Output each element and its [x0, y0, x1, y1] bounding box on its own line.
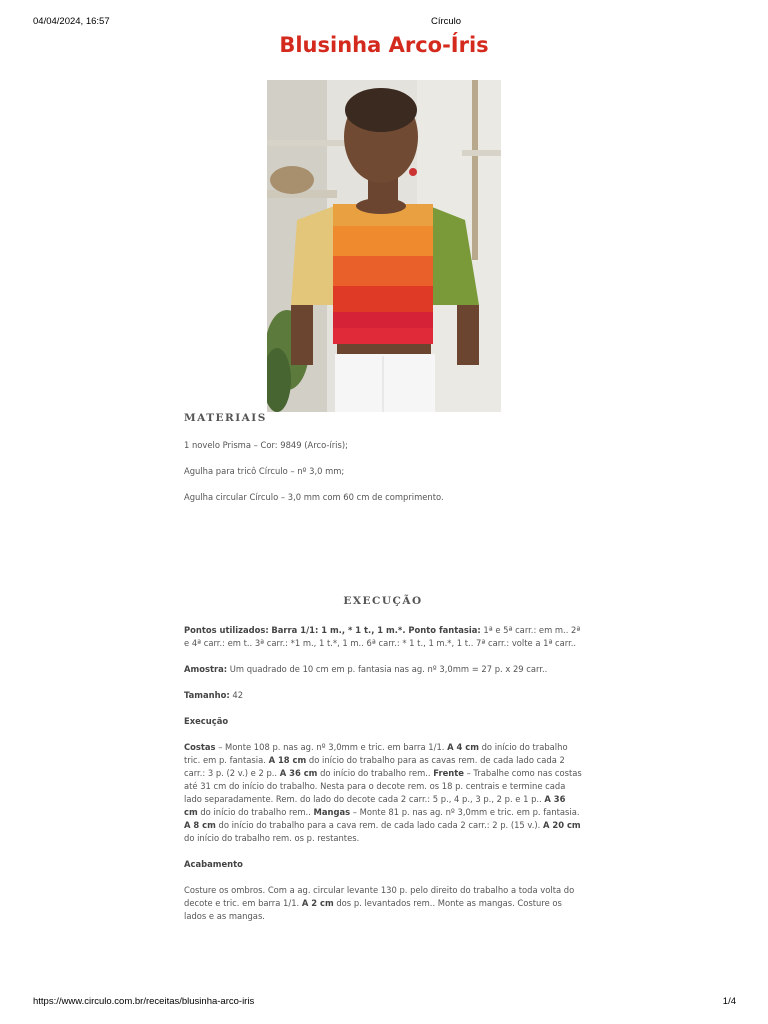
model-wearing-top-image: [267, 80, 501, 412]
stitches-description: 1ª e 5ª carr.: em m.. 2ª e 4ª carr.: em t.. 3ª carr.: *1 m., 1 t.*, 1 m.. 6ª carr.: * 1 t., 1 m.*, 1 t.. 7ª carr.: volte a 1ª carr..: [184, 625, 581, 648]
materials-section: [184, 412, 582, 504]
execution-heading: EXECUÇÃO: [343, 595, 423, 607]
sample-label: Amostra:: [184, 664, 228, 674]
stitches-label: Pontos utilizados:: [184, 625, 269, 635]
instructions-paragraph: Costas – Monte 108 p. nas ag. nº 3,0mm e tric. em barra 1/1. A 4 cm do início do trabalho tric. em p. fantasia. A 18 cm do início do trabalho para as cavas rem. de cada lado cada 2 carr.: 3 p. (2 v.) e 2 p.. A 36 cm do início do trabalho rem.. Frente – Trabalhe como nas costas até 31 cm do início do trabalho. Nesta para o decote rem. os 18 p. centrais e termine cada lado separadamente. Rem. do lado do decote cada 2 carr.: 5 p., 4 p., 3 p., 2 p. e 1 p.. A 36 cm do início do trabalho rem.. Mangas – Monte 81 p. nas ag. nº 3,0mm e tric. em p. fantasia. A 8 cm do início do trabalho para a cava rem. de cada lado cada 2 carr.: 2 p. (15 v.). A 20 cm do início do trabalho rem. os p. restantes.: [184, 742, 582, 843]
product-photo: [267, 80, 501, 412]
finishing-heading: Acabamento: [184, 859, 243, 869]
size-label: Tamanho:: [184, 690, 230, 700]
material-item-yarn: 1 novelo Prisma – Cor: 9849 (Arco-íris);: [184, 440, 348, 450]
material-item-needle: Agulha para tricô Círculo – nº 3,0 mm;: [184, 466, 345, 476]
size-paragraph: [184, 689, 582, 702]
print-datetime: 04/04/2024, 16:57: [33, 16, 110, 27]
execution-subheading: Execução: [184, 716, 229, 726]
sample-paragraph: [184, 663, 582, 676]
page-title: Blusinha Arco-Íris: [279, 33, 489, 57]
execution-section: [184, 595, 582, 923]
material-item-circular-needle: Agulha circular Círculo – 3,0 mm com 60 cm de comprimento.: [184, 492, 444, 502]
stitches-paragraph: [184, 624, 582, 650]
page-number: 1/4: [722, 996, 736, 1007]
stitches-rib: Barra 1/1: 1 m., * 1 t., 1 m.*. Ponto fantasia:: [271, 625, 481, 635]
sample-text: Um quadrado de 10 cm em p. fantasia nas ag. nº 3,0mm = 27 p. x 29 carr..: [229, 664, 548, 674]
print-url: https://www.circulo.com.br/receitas/blusinha-arco-iris: [33, 996, 255, 1007]
print-site-name: Círculo: [430, 16, 462, 27]
materials-heading: MATERIAIS: [184, 412, 267, 424]
size-value: 42: [232, 690, 244, 700]
finishing-paragraph: Costure os ombros. Com a ag. circular levante 130 p. pelo direito do trabalho a toda volta do decote e tric. em barra 1/1. A 2 cm dos p. levantados rem.. Monte as mangas. Costure os lados e as mangas.: [184, 885, 575, 921]
